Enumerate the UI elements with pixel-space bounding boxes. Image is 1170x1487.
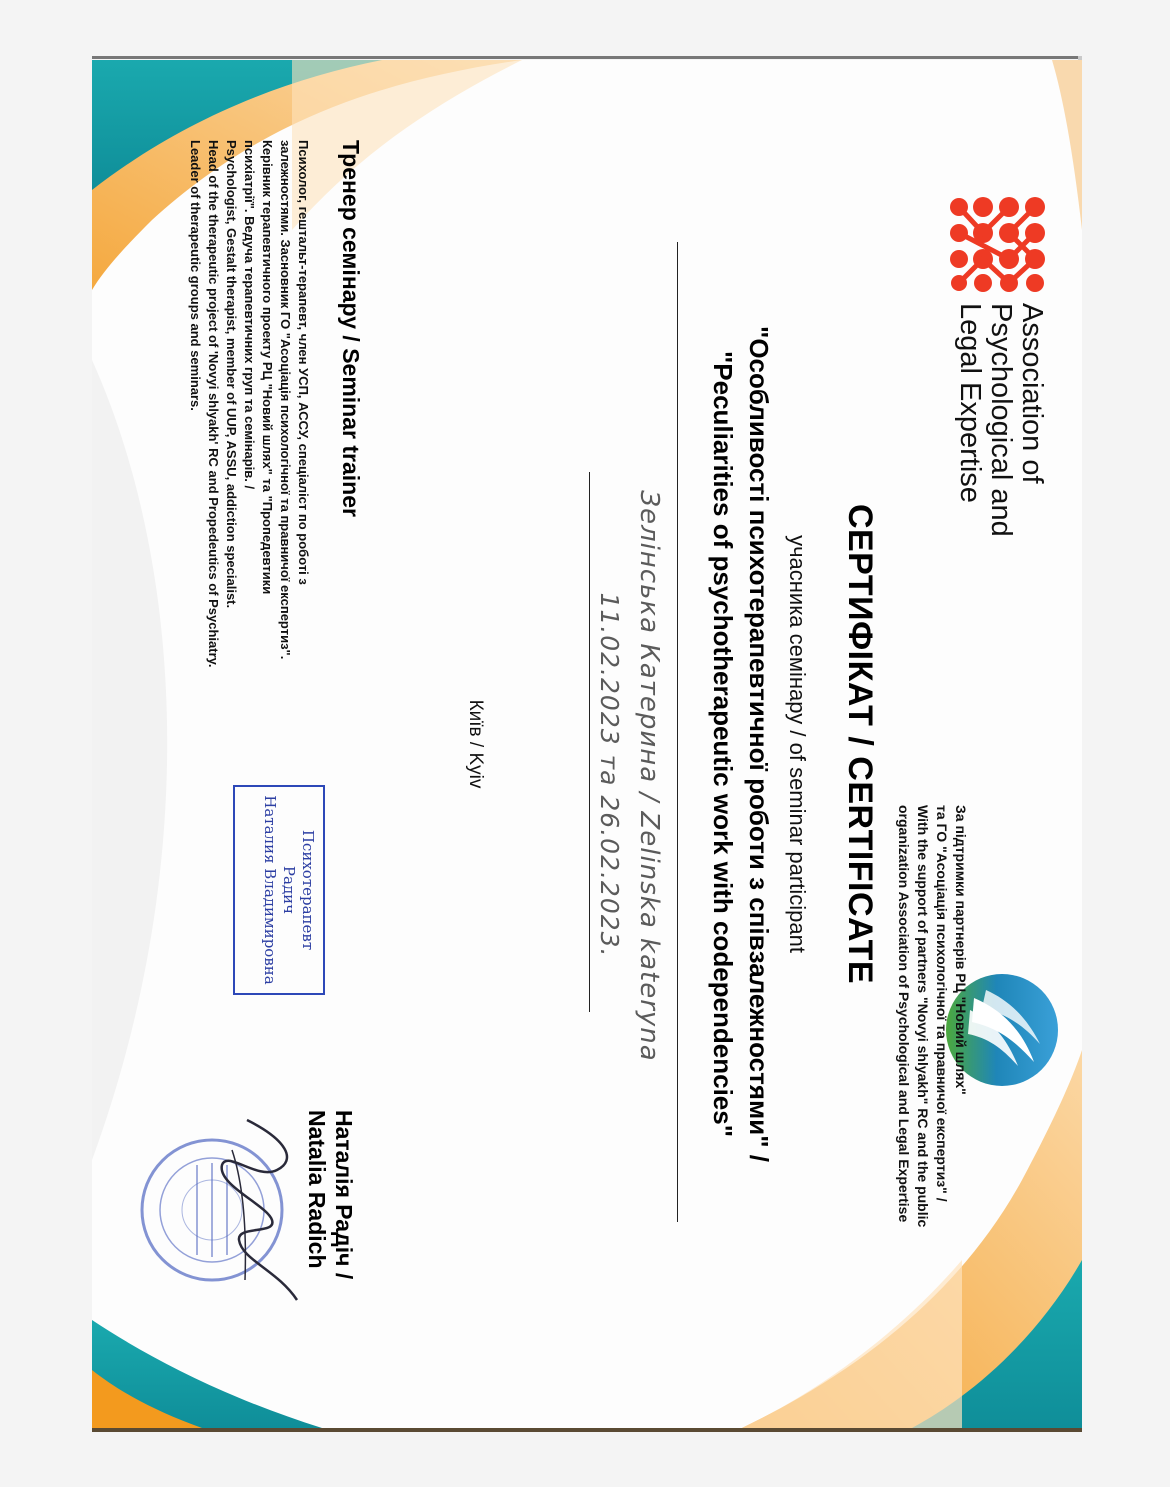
seminar-topic-en: "Peculiarities of psychotherapeutic work with codependencies" (708, 350, 738, 1138)
rectangular-stamp (233, 785, 325, 995)
scan-edge-bottom (92, 1428, 1082, 1432)
association-name-line-1: Association of (1016, 303, 1048, 484)
trainer-line-5: Psychologist, Gestalt therapist, member of UUP, ASSU, addiction specialist. (224, 140, 239, 609)
partners-support-text (894, 805, 970, 1390)
signer-name-ua: Наталія Радіч / (331, 1110, 357, 1280)
signature-icon (207, 1110, 317, 1310)
trainer-line-2: залежностями. Засновник ГО "Асоціація психологічної та правничої експертиз". (278, 140, 293, 660)
seminar-topic-ua: "Особливості психотерапевтичної роботи з співзалежностями" / (744, 326, 774, 1162)
trainer-line-1: Психолог, гештальт-терапевт, член УСП, АССУ, спеціаліст по роботі з (296, 140, 311, 585)
dates-line (589, 472, 590, 1012)
stamp-line-2: Радич (280, 865, 298, 915)
certificate-sheet (92, 60, 1082, 1428)
partners-line-2: та ГО "Асоціація психологічної та правничої експертиз" / (934, 805, 950, 1202)
trainer-line-6: Head of the therapeutic project of 'Novyi shlyakh' RC and Propedeutics of Psychiatry. (206, 140, 221, 668)
trainer-description (186, 140, 312, 668)
scan-edge-top (92, 56, 1082, 59)
city: Київ / Kyiv (465, 699, 486, 789)
partners-line-3: With the support of partners "Novyi shlyakh" RC and the public (915, 805, 931, 1228)
trainer-heading: Тренер семінару / Seminar trainer (338, 140, 364, 517)
association-name (954, 303, 1047, 537)
certificate-subtitle: учасника семінару / of seminar participant (785, 535, 810, 953)
trainer-line-4: психіатрії". Ведуча терапевтичних груп та семінарів. / (242, 140, 257, 490)
stamp-line-3: Наталия Владимировна (261, 795, 279, 985)
seminar-dates-handwritten: 11.02.2023 та 26.02.2023. (595, 592, 624, 958)
signer-name-en: Natalia Radich (304, 1110, 330, 1269)
partners-line-1: За підтримки партнерів РЦ "Новий шлях" (953, 805, 969, 1095)
participant-name-line (677, 242, 678, 1222)
certificate-title: СЕРТИФІКАТ / CERTIFICATE (841, 503, 879, 985)
association-logo (932, 195, 1047, 535)
association-name-line-3: Legal Expertise (954, 303, 986, 503)
trainer-line-3: Керівник терапевтичного проекту РЦ "Новий шлях" та "Пропедевтики (260, 140, 275, 595)
association-name-line-2: Psychological and (985, 303, 1017, 537)
trainer-line-7: Leader of therapeutic groups and seminars. (188, 140, 203, 411)
logo-dots-icon (947, 195, 1047, 295)
stamp-line-1: Психотерапевт (299, 829, 317, 951)
participant-name-handwritten: Зелінська Катерина / Zelinska katerуna (634, 490, 664, 1062)
partners-line-4: organization Association of Psychological and Legal Expertise (896, 805, 912, 1223)
signer-name (303, 1110, 357, 1279)
